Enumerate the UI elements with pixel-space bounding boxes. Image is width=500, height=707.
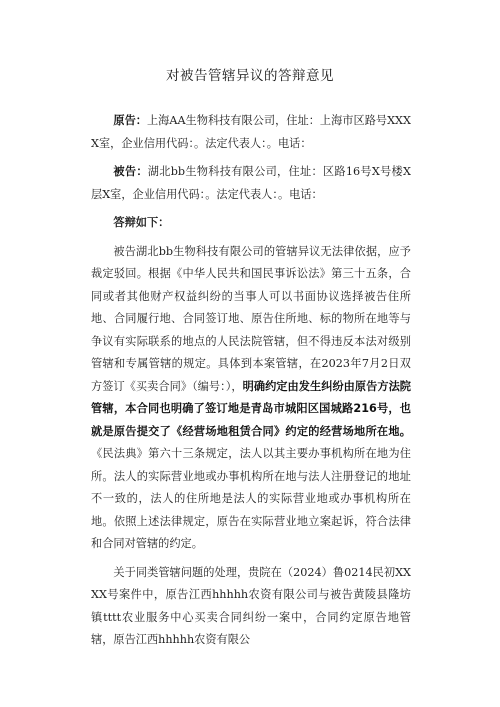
defendant-paragraph: [91, 161, 411, 206]
argument-2-text: 关于同类管辖问题的处理，贵院在（2024）鲁0214民初XXXX号案件中，原告江西hhhhh农资有限公司与被告黄陵县隆坊镇tttt农业服务中心买卖合同纠纷一案中，合同约定原告地管辖，原告江西hhhhh农资有限公: [91, 565, 411, 646]
argument-paragraph-2: [91, 562, 411, 652]
plaintiff-text: 上海AA生物科技有限公司，住址：上海市区路号XXXX室，企业信用代码：。法定代表人：。电话：: [91, 114, 411, 150]
argument-1-bold: 明确约定由发生纠纷由原告方法院管辖，本合同也明确了签订地是青岛市城阳区国城路216号，也就是原告提交了《经营场地租赁合同》约定的经营场地所在地。: [91, 379, 411, 438]
plaintiff-paragraph: [91, 110, 411, 155]
defendant-text: 湖北bb生物科技有限公司，住址：区路16号X号楼X层X室，企业信用代码：。法定代表人：。电话：: [91, 165, 411, 201]
reply-heading: 答辩如下：: [113, 216, 170, 229]
argument-1-text-a: 被告湖北bb生物科技有限公司的管辖异议无法律依据，应予裁定驳回。根据《中华人民共和国民事诉讼法》第三十五条，合同或者其他财产权益纠纷的当事人可以书面协议选择被告住所地、合同履行地、合同签订地、原告住所地、标的物所在地等与争议有实际联系的地点的人民法院管辖，但不得违反本法对级别管辖和专属管辖的规定。具体到本案管辖，在2023年7月2日双方签订《买卖合同》（编号：），: [91, 244, 411, 393]
document-title: 对被告管辖异议的答辩意见: [166, 68, 334, 84]
document-body: [91, 110, 411, 658]
defendant-label: 被告：: [113, 165, 148, 178]
plaintiff-label: 原告：: [113, 114, 147, 127]
argument-1-text-b: 《民法典》第六十三条规定，法人以其主要办事机构所在地为住所。法人的实际营业地或办事机构所在地与法人注册登记的地址不一致的，法人的住所地是法人的实际营业地或办事机构所在地。依照上述法律规定，原告在实际营业地立案起诉，符合法律和合同对管辖的约定。: [91, 447, 411, 550]
reply-heading-paragraph: [91, 212, 411, 235]
argument-paragraph-1: [91, 241, 411, 556]
